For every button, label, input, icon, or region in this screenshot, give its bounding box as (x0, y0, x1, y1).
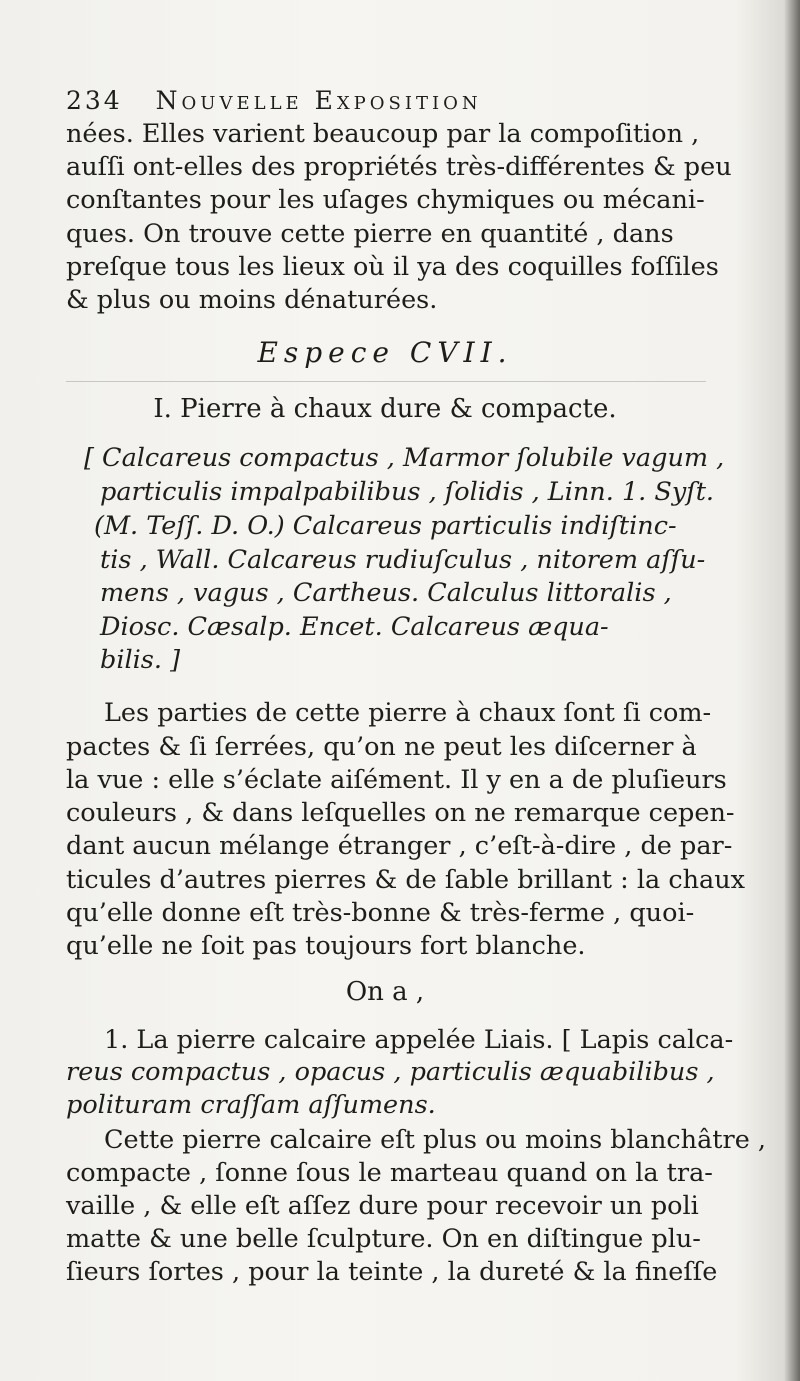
text-line: nées. Elles varient beaucoup par la compoſition , (66, 119, 700, 149)
subheading-on-a: On a , (345, 977, 425, 1007)
synonymy-line: [ Calcareus compactus , Marmor ſolubile vagum , (84, 443, 725, 473)
text-line: ques. On trouve cette pierre en quantité , dans (66, 219, 674, 249)
species-heading: Espece CVII. (257, 336, 513, 369)
running-title: Nouvelle Exposition (155, 86, 482, 115)
text-line: conſtantes pour les uſages chymiques ou mécani- (66, 185, 705, 215)
page-edge-shadow (784, 0, 800, 1381)
variety-line: polituram craſſam aſſumens. (66, 1090, 436, 1120)
divider (66, 381, 706, 382)
text-line: Cette pierre calcaire eſt plus ou moins blanchâtre , (104, 1125, 767, 1155)
text-line: & plus ou moins dénaturées. (66, 285, 438, 315)
synonymy-line: bilis. ] (100, 645, 181, 675)
text-line: auſſi ont-elles des propriétés très-différentes & peu (66, 152, 732, 182)
page-number: 234 (66, 86, 123, 115)
text-line: matte & une belle ſculpture. On en diſtingue plu- (66, 1224, 701, 1254)
variety-line: reus compactus , opacus , particulis æquabilibus , (66, 1057, 715, 1087)
synonymy-line: particulis impalpabilibus , ſolidis , Linn. 1. Syſt. (100, 477, 715, 507)
text-line: preſque tous les lieux où il ya des coquilles foſſiles (66, 252, 719, 282)
text-line: Les parties de cette pierre à chaux ſont ſi com- (104, 698, 712, 728)
variety-line: 1. La pierre calcaire appelée Liais. [ Lapis calca- (104, 1025, 734, 1055)
text-line: vaille , & elle eſt aſſez dure pour recevoir un poli (66, 1191, 699, 1221)
text-line: la vue : elle s’éclate aiſément. Il y en a de pluſieurs (66, 765, 727, 795)
text-line: qu’elle donne eſt très-bonne & très-ferme , quoi- (66, 898, 695, 928)
text-line: ticules d’autres pierres & de ſable brillant : la chaux (66, 865, 746, 895)
synonymy-line: Diosc. Cæsalp. Encet. Calcareus æqua- (100, 612, 609, 642)
text-line: ſieurs ſortes , pour la teinte , la dureté & la fineſſe (66, 1257, 718, 1287)
synonymy-line: mens , vagus , Cartheus. Calculus littoralis , (100, 578, 672, 608)
text-line: qu’elle ne ſoit pas toujours fort blanche. (66, 931, 586, 961)
text-line: pactes & ſi ſerrées, qu’on ne peut les diſcerner à (66, 732, 697, 762)
text-line: compacte , ſonne ſous le marteau quand on la tra- (66, 1158, 713, 1188)
species-title: I. Pierre à chaux dure & compacte. (153, 394, 617, 424)
synonymy-line: tis , Wall. Calcareus rudiuſculus , nitorem aſſu- (100, 545, 706, 575)
text-line: dant aucun mélange étranger , c’eſt-à-dire , de par- (66, 831, 733, 861)
synonymy-line: (M. Teſſ. D. O.) Calcareus particulis indiſtinc- (94, 511, 677, 541)
text-line: couleurs , & dans leſquelles on ne remarque cepen- (66, 798, 735, 828)
